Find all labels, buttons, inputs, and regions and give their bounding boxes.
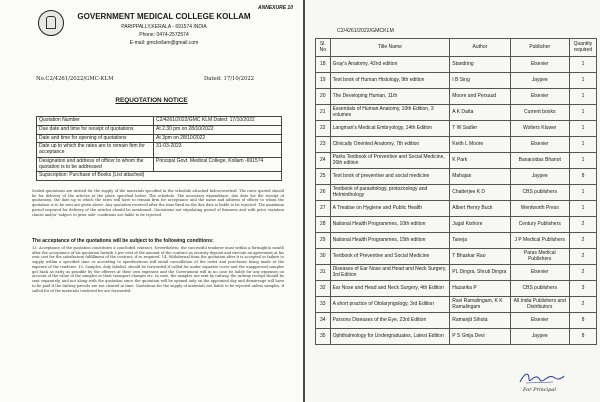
cell-title: Text book of Human Histology, 9th edition	[330, 73, 450, 89]
cell-publisher: All India Publishers and Distributors	[510, 297, 569, 313]
cell-author: Jugal Kishore	[450, 217, 510, 233]
cell-quantity: 8	[569, 313, 596, 329]
table-row	[316, 137, 597, 153]
table-row	[316, 313, 597, 329]
detail-value: At 3pm on 28/10/2022	[154, 134, 282, 143]
cell-sl-no: 27	[316, 201, 331, 217]
cell-author: Ramanjit Sihota	[450, 313, 510, 329]
cell-quantity: 1	[569, 137, 596, 153]
table-row	[316, 217, 597, 233]
conditions-paragraph: 13. Acceptance of the quotation constitutes a concluded contract. Nevertheless, the successful tenderer must within a fortnight/a month after the acceptance of his quotation furnish 5 per cent of the amount of the contract as security deposit and execute an agreement at his own cost for the satisfactory fulfillment of the contract, if so required. 14. Withdrawal from the quotation after it is accepted or failure to supply within a specified time or according to specifications will entail cancellation of the order and purchases being made at the expense of the tenderer. 15. Samples, duly labeled, should be forwarded if called for under separate cover and the unapproved samples got back as early as possible by the offerers at their own expenses and the Government will in no case be liable for any expenses on account of the value of the samples or their transport charges etc. In case, the samples are sent by railway, the railway receipt should be sent separately, and not along with the quotation since the quotation will be opened only on the appointed day and demurrage will have to be paid if the railway parcels are not cleared in time. Quotations for the supply of materials are liable to be rejected unless samples, if called for of the materials tendered for are forwarded.	[32, 246, 284, 293]
table-row	[316, 201, 597, 217]
cell-quantity: 1	[569, 121, 596, 137]
list-reference: C2/4261/2022/GMCKLM	[337, 28, 394, 34]
cell-title: Diseases of Ear Nose and Head and Neck Surgery, 3rd Edition	[330, 265, 450, 281]
cell-sl-no: 34	[316, 313, 331, 329]
table-row	[37, 117, 282, 126]
cell-title: Textbook of Preventive and Social Medicine	[330, 249, 450, 265]
cell-title: National Health Programmes, 10th edition	[330, 217, 450, 233]
table-row	[37, 134, 282, 143]
cell-sl-no: 23	[316, 137, 331, 153]
cell-sl-no: 24	[316, 153, 331, 169]
principal-signature	[517, 370, 567, 386]
cell-quantity: 1	[569, 153, 596, 169]
cell-quantity: 3	[569, 281, 596, 297]
signatory-label: For Principal	[523, 387, 556, 393]
table-row	[316, 89, 597, 105]
acceptance-heading: The acceptance of the quotations will be subject to the following conditions:	[32, 238, 214, 244]
cell-quantity: 2	[569, 217, 596, 233]
cell-author: I B Sing	[450, 73, 510, 89]
cell-quantity: 8	[569, 169, 596, 185]
cell-publisher: Elsevier	[510, 89, 569, 105]
table-row	[316, 105, 597, 121]
cell-author: T W Sadler	[450, 121, 510, 137]
cell-publisher: Elsevier	[510, 265, 569, 281]
table-row	[316, 153, 597, 169]
cell-quantity: 8	[569, 329, 596, 345]
cell-title: Parsons Diseases of the Eye, 23rd Edition	[330, 313, 450, 329]
cell-title: Gray's Anatomy, 42nd edition	[330, 57, 450, 73]
detail-label: Due date and time for receipt of quotations	[37, 125, 154, 134]
cell-title: Essentials of Human Anatomy, 10th Edition, 3 volumes	[330, 105, 450, 121]
cell-publisher: Century Publishers	[510, 217, 569, 233]
detail-value: C2/4261/2022/GMC KLM Dated: 17/10/2022	[154, 117, 282, 126]
cell-sl-no: 25	[316, 169, 331, 185]
cell-title: Parks Textbook of Preventive and Social Medicine, 26th edition	[330, 153, 450, 169]
cell-title: Ophthalmology for Undergraduates, Latest Edition	[330, 329, 450, 345]
detail-label: Date up to which the rates are to remain firm for acceptance	[37, 143, 154, 158]
cell-publisher: Paras Medical Publishers	[510, 249, 569, 265]
cell-sl-no: 33	[316, 297, 331, 313]
cell-sl-no: 21	[316, 105, 331, 121]
header-sl-no: Sl. No	[316, 39, 331, 57]
table-header-row	[316, 39, 597, 57]
cell-author: K Park	[450, 153, 510, 169]
cell-author: Chatterjee K D	[450, 185, 510, 201]
cell-publisher: Current books	[510, 105, 569, 121]
cell-quantity: 1	[569, 105, 596, 121]
cell-sl-no: 26	[316, 185, 331, 201]
book-list-table	[315, 38, 597, 345]
notice-date: Dated: 17/10/2022	[204, 76, 255, 82]
cell-quantity: 1	[569, 185, 596, 201]
cell-author: A K Datta	[450, 105, 510, 121]
cell-sl-no: 19	[316, 73, 331, 89]
cell-title: A short practice of Otolaryngology, 3rd Edition	[330, 297, 450, 313]
cell-author: Ravi Ramalingam, K K Ramalingam	[450, 297, 510, 313]
cell-title: National Health Programmes, 15th edition	[330, 233, 450, 249]
table-row	[316, 297, 597, 313]
detail-value: Principal Govt. Medical College, Kollam -691574	[154, 157, 282, 172]
college-emblem-icon	[38, 10, 64, 36]
cell-author: Moore and Persaud	[450, 89, 510, 105]
cell-title: Textbook of parasitology, protozoology and Helminthology	[330, 185, 450, 201]
cell-quantity: 1	[569, 201, 596, 217]
cell-publisher: Elsevier	[510, 137, 569, 153]
cell-publisher: Jaypee	[510, 73, 569, 89]
cell-sl-no: 22	[316, 121, 331, 137]
cell-quantity: 2	[569, 265, 596, 281]
cell-quantity: 1	[569, 73, 596, 89]
cell-author: Hazarika P	[450, 281, 510, 297]
college-phone: Phone: 0474-2572574	[139, 32, 189, 38]
cell-publisher: CBS publishers	[510, 185, 569, 201]
table-row	[316, 329, 597, 345]
cell-sl-no: 20	[316, 89, 331, 105]
cell-title: Text book of preventive and social medicine	[330, 169, 450, 185]
detail-label: Quotation Number	[37, 117, 154, 126]
cell-publisher: Elsevier	[510, 313, 569, 329]
cell-quantity: 1	[569, 89, 596, 105]
table-row	[37, 172, 282, 181]
table-row	[316, 185, 597, 201]
cell-publisher: Jaypee	[510, 169, 569, 185]
notice-title: REQUOTATION NOTICE	[115, 97, 188, 104]
cell-publisher: Jaypee	[510, 329, 569, 345]
cell-sl-no: 28	[316, 217, 331, 233]
cell-sl-no: 35	[316, 329, 331, 345]
cell-author: PL Dingra, Shruti Dingra	[450, 265, 510, 281]
cell-author: Taneja	[450, 233, 510, 249]
detail-value: At 2.30 pm on 28/10/2022	[154, 125, 282, 134]
cell-title: Ear Nose and Head and Neck Surgery, 4th Edition	[330, 281, 450, 297]
cell-sl-no: 32	[316, 281, 331, 297]
college-name: GOVERNMENT MEDICAL COLLEGE KOLLAM	[77, 12, 251, 21]
table-row	[316, 281, 597, 297]
cell-author: T Bhaskar Rao	[450, 249, 510, 265]
table-row	[316, 265, 597, 281]
intro-paragraph: Sealed quotations are invited for the supply of the materials specified in the schedule attached below/overleaf. The rates quoted should be for delivery of the articles at the place specified below. The schedule. The necessary expenditure, due date for the receipt of quotations, the date up to which the rates will have to remain firm for acceptance and the name and address of officer to whom the quotation is to be sent are given above. Any quotation received after the time fixed on the due date is liable to be rejected. The maximum period required for delivery of the articles should be mentioned. Quotations not stipulating period of firmness and with price variation clause and/or 'subject to prior sale' conditions are liable to be rejected.	[32, 189, 284, 217]
table-row	[316, 233, 597, 249]
cell-quantity: 2	[569, 233, 596, 249]
cell-author: Albert Henry Buck	[450, 201, 510, 217]
college-email: E-mail: gmckollam@gmail.com	[129, 40, 199, 46]
table-row	[316, 57, 597, 73]
cell-sl-no: 30	[316, 249, 331, 265]
book-list-page	[305, 0, 600, 402]
table-row	[37, 143, 282, 158]
cell-publisher: Wolters Kluwer	[510, 121, 569, 137]
cell-author: Keith L Moore	[450, 137, 510, 153]
college-address: PARIPPALLY,KERALA - 691574 INDIA	[121, 24, 207, 30]
cell-title: A Treatise on Hygiene and Public Health	[330, 201, 450, 217]
cell-sl-no: 31	[316, 265, 331, 281]
cell-author: Mahajan	[450, 169, 510, 185]
detail-value: 31-03-2023	[154, 143, 282, 158]
cell-title: Clinically Oriented Anatomy, 7th edition	[330, 137, 450, 153]
cell-author: Standring	[450, 57, 510, 73]
detail-label: Designation and address of officer to whom the quotation is to be addressed	[37, 157, 154, 172]
cell-quantity: 1	[569, 57, 596, 73]
annexure-label: ANNEXURE 10	[257, 5, 293, 11]
table-row	[316, 73, 597, 89]
header-quantity: Quantity required	[569, 39, 596, 57]
quotation-details-table	[36, 116, 282, 181]
cell-publisher: Wentworth Press	[510, 201, 569, 217]
table-row	[316, 169, 597, 185]
table-row	[316, 249, 597, 265]
cell-publisher: J P Medical Publishers	[510, 233, 569, 249]
header-title: Title Name	[330, 39, 450, 57]
detail-label: Date and time for opening of quotations	[37, 134, 154, 143]
subject-line: Supscription: Purchase of Books (List attached)	[37, 172, 282, 181]
table-row	[37, 157, 282, 172]
cell-sl-no: 29	[316, 233, 331, 249]
cell-title: Langman's Medical Embryology, 14th Edition	[330, 121, 450, 137]
cell-publisher: Elsevier	[510, 57, 569, 73]
cell-quantity: 2	[569, 249, 596, 265]
cell-publisher: Banarsidas Bhanot	[510, 153, 569, 169]
cell-publisher: CBS publishers	[510, 281, 569, 297]
table-row	[37, 125, 282, 134]
reference-number: No.C2/4261/2022/GMC-KLM	[36, 76, 114, 82]
cell-sl-no: 18	[316, 57, 331, 73]
cell-title: The Developing Human, 11th	[330, 89, 450, 105]
header-publisher: Publisher	[510, 39, 569, 57]
table-row	[316, 121, 597, 137]
cell-author: P S Girija Devi	[450, 329, 510, 345]
cell-quantity: 2	[569, 297, 596, 313]
header-author: Author	[450, 39, 510, 57]
